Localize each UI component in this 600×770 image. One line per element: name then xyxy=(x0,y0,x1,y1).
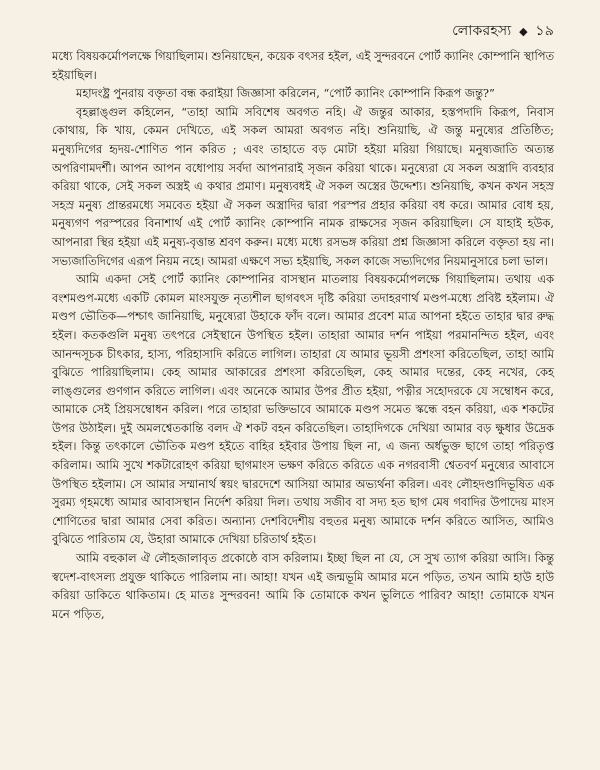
paragraph-continued: মধ্যে বিষয়কর্মোপলক্ষে গিয়াছিলাম। শুনিয়াছেন, কয়েক বৎসর হইল, এই সুন্দরবনে পোর্ট ক্যানিং কোম্পানি স্থাপিত হইয়াছিল। xyxy=(52,49,554,82)
paragraph: মহাদংষ্ট্র পুনরায় বক্তৃতা বন্ধ করাইয়া জিজ্ঞাসা করিলেন, “পোর্ট ক্যানিং কোম্পানি কিরূপ জন্তু?” xyxy=(76,86,495,101)
body-text xyxy=(52,47,554,623)
page-number: ১৯ xyxy=(535,23,554,39)
diamond-separator-icon: ◆ xyxy=(519,25,528,38)
running-title: লোকরহস্য xyxy=(452,23,512,39)
paragraph: বৃহল্লাঙ্গুল কহিলেন, “তাহা আমি সবিশেষ অবগত নহি। ঐ জন্তুর আকার, হস্তপদাদি কিরূপ, নিবাস কোথায়, কি খায়, কেমন দেখিতে, এই সকল আমরা অবগত নহি। শুনিয়াছি, ঐ জন্তু মনুষ্যের প্রতিষ্ঠিত; মনুষ্যদিগের হৃদয়-শোণিত পান করিত ; এবং তাহাতে বড় মোটা হইয়া মরিয়া গিয়াছে। মনুষ্যজাতি অত্যন্ত অপরিণামদর্শী। আপন আপন বধোপায় সর্বদা আপনারাই সৃজন করিয়া থাকে। মনুষ্যেরা যে সকল অস্ত্রাদি ব্যবহার করিয়া থাকে, সেই সকল অস্ত্রই এ কথার প্রমাণ। মনুষ্যবধই ঐ সকল অস্ত্রের উদ্দেশ্য। শুনিয়াছি, কখন কখন সহস্র সহস্র মনুষ্য প্রান্তরমধ্যে সমবেত হইয়া ঐ সকল অস্ত্রাদির দ্বারা পরস্পর প্রহার করিয়া বধ করে। আমার বোধ হয়, মনুষ্যগণ পরস্পরের বিনাশার্থ এই পোর্ট ক্যানিং কোম্পানি নামক রাক্ষসের সৃজন করিয়াছিল। সে যাহাই হউক, আপনারা স্থির হইয়া এই মনুষ্য-বৃত্তান্ত শ্রবণ করুন। মধ্যে মধ্যে রসভঙ্গ করিয়া প্রশ্ন জিজ্ঞাসা করিলে বক্তৃতা হয় না। সভ্যজাতিদিগের এরূপ নিয়ম নহে। আমরা এক্ষণে সভ্য হইয়াছি, সকল কাজে সভ্যদিগের নিয়মানুসারে চলা ভাল। xyxy=(52,104,554,268)
paragraph: আমি বহুকাল ঐ লৌহজালাবৃত প্রকোষ্ঠে বাস করিলাম। ইচ্ছা ছিল না যে, সে সুখ ত্যাগ করিয়া আসি। কিন্তু স্বদেশ-বাৎসল্য প্রযুক্ত থাকিতে পারিলাম না। আহা! যখন এই জন্মভূমি আমার মনে পড়িত, তখন আমি হাউ হাউ করিয়া ডাকিতে থাকিতাম। হে মাতঃ সুন্দরবন! আমি কি তোমাকে কখন ভুলিতে পারিব? আহা! তোমাকে যখন মনে পড়িত, xyxy=(52,551,554,621)
paragraph: আমি একদা সেই পোর্ট ক্যানিং কোম্পানির বাসস্থান মাতলায় বিষয়কর্মোপলক্ষে গিয়াছিলাম। তথায় এক বংশমণ্ডপ-মধ্যে একটি কোমল মাংসযুক্ত নৃত্যশীল ছাগবৎস দৃষ্টি করিয়া তদাহরণার্থ মণ্ডপ-মধ্যে প্রবিষ্ট হইলাম। ঐ মণ্ডপ ভৌতিক—পশ্চাৎ জানিয়াছি, মনুষ্যেরা উহাকে ফাঁদ বলে। আমার প্রবেশ মাত্র আপনা হইতে তাহার দ্বার রুদ্ধ হইল। কতকগুলি মনুষ্য তৎপরে সেইস্থানে উপস্থিত হইল। তাহারা আমার দর্শন পাইয়া পরমানন্দিত হইল, এবং আনন্দসূচক চীৎকার, হাস্য, পরিহাসাদি করিতে লাগিল। তাহারা যে আমার ভূয়সী প্রশংসা করিতেছিল, তাহা আমি বুঝিতে পারিয়াছিলাম। কেহ আমার আকারের প্রশংসা করিতেছিল, কেহ আমার দন্তের, কেহ নখের, কেহ লাঙ্গুলের গুণগান করিতে লাগিল। এবং অনেকে আমার উপর প্রীত হইয়া, পত্নীর সহোদরকে যে সম্বোধন করে, আমাকে সেই প্রিয়সম্বোধন করিল। পরে তাহারা ভক্তিভাবে আমাকে মণ্ডপ সমেত স্কন্ধে বহন করিয়া, এক শকটের উপর উঠাইল। দুই অমলশ্বেতকান্তি বলদ ঐ শকট বহন করিতেছিল। তাহাদিগকে দেখিয়া আমার বড় ক্ষুধার উদ্রেক হইল। কিন্তু তৎকালে ভৌতিক মণ্ডপ হইতে বাহির হইবার উপায় ছিল না, এ জন্য অর্ধভুক্ত ছাগে তাহা পরিতৃপ্ত করিলাম। আমি সুখে শকটারোহণ করিয়া ছাগমাংস ভক্ষণ করিতে করিতে এক নগরবাসী শ্বেতবর্ণ মনুষ্যের আবাসে উপস্থিত হইলাম। সে আমার সম্মানার্থ স্বয়ং দ্বারদেশে আসিয়া আমার অভ্যর্থনা করিল। এবং লৌহদণ্ডাদিভূষিত এক সুরম্য গৃহমধ্যে আমার আবাসস্থান নির্দেশ করিয়া দিল। তথায় সজীব বা সদ্য হত ছাগ মেষ গবাদির উপাদেয় মাংস শোণিতের দ্বারা আমার সেবা করিত। অন্যান্য দেশবিদেশীয় বহুতর মনুষ্য আমাকে দর্শন করিতে আসিত, আমিও বুঝিতে পারিতাম যে, উহারা আমাকে দেখিয়া চরিতার্থ হইত। xyxy=(52,272,554,547)
running-header xyxy=(52,22,554,41)
